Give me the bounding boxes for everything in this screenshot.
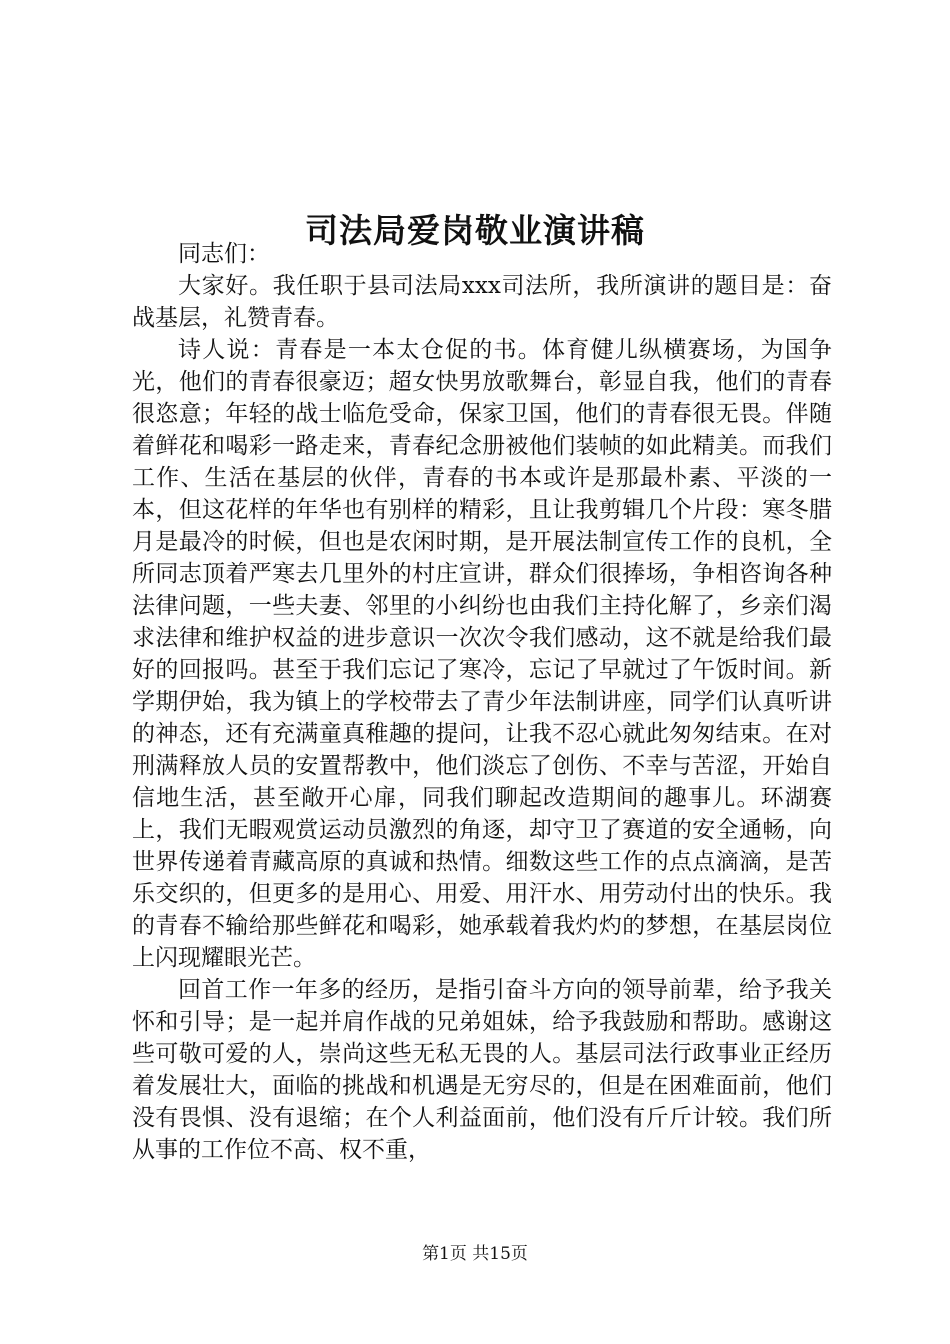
intro-paragraph: 大家好。我任职于县司法局xxx司法所，我所演讲的题目是：奋战基层，礼赞青春。: [132, 273, 832, 331]
page-footer: 第1页 共15页: [422, 1244, 528, 1264]
body-paragraph: 诗人说：青春是一本太仓促的书。体育健儿纵横赛场，为国争光，他们的青春很豪迈；超女快男放歌舞台，彰显自我，他们的青春很恣意；年轻的战士临危受命，保家卫国，他们的青春很无畏。伴随着鲜花和喝彩一路走来，青春纪念册被他们装帧的如此精美。而我们工作、生活在基层的伙伴，青春的书本或许是那最朴素、平淡的一本，但这花样的年华也有别样的精彩，且让我剪辑几个片段：寒冬腊月是最冷的时候，但也是农闲时期，是开展法制宣传工作的良机，全所同志顶着严寒去几里外的村庄宣讲，群众们很捧场，争相咨询各种法律问题，一些夫妻、邻里的小纠纷也由我们主持化解了，乡亲们渴求法律和维护权益的进步意识一次次令我们感动，这不就是给我们最好的回报吗。甚至于我们忘记了寒冷，忘记了早就过了午饭时间。新学期伊始，我为镇上的学校带去了青少年法制讲座，同学们认真听讲的神态，还有充满童真稚趣的提问，让我不忍心就此匆匆结束。在对刑满释放人员的安置帮教中，他们淡忘了创伤、不幸与苦涩，开始自信地生活，甚至敞开心扉，同我们聊起改造期间的趣事儿。环湖赛上，我们无暇观赏运动员激烈的角逐，却守卫了赛道的安全通畅，向世界传递着青藏高原的真诚和热情。细数这些工作的点点滴滴，是苦乐交织的，但更多的是用心、用爱、用汗水、用劳动付出的快乐。我的青春不输给那些鲜花和喝彩，她承载着我灼灼的梦想，在基层岗位上闪现耀眼光芒。: [132, 337, 832, 971]
document-body: [132, 238, 832, 1166]
document-title: 司法局爱岗敬业演讲稿: [305, 211, 645, 251]
greeting-paragraph: 同志们：: [178, 241, 270, 267]
body-paragraph: 回首工作一年多的经历，是指引奋斗方向的领导前辈，给予我关怀和引导；是一起并肩作战的兄弟姐妹，给予我鼓励和帮助。感谢这些可敬可爱的人，崇尚这些无私无畏的人。基层司法行政事业正经历着发展壮大，面临的挑战和机遇是无穷尽的，但是在困难面前，他们没有畏惧、没有退缩；在个人利益面前，他们没有斤斤计较。我们所从事的工作位不高、权不重，: [132, 977, 832, 1163]
